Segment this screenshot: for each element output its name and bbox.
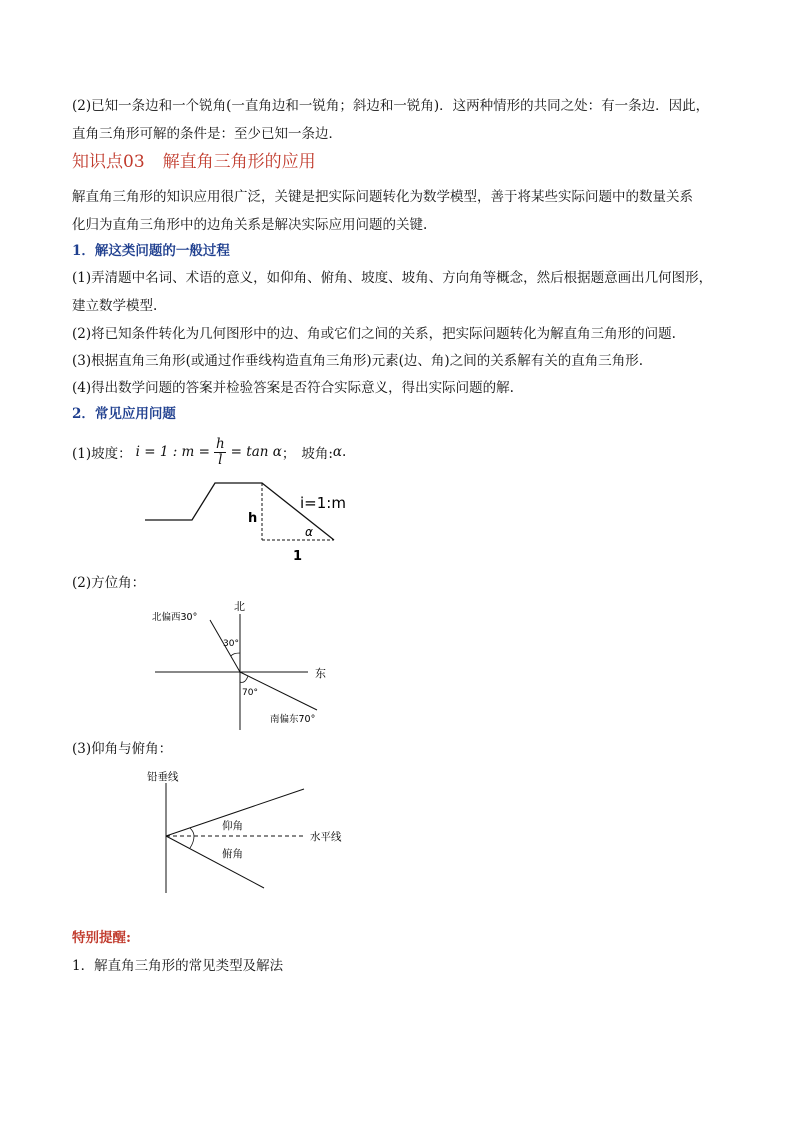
arc-70 [240, 676, 248, 682]
plumb-label: 铅垂线 [147, 771, 179, 783]
slope-formula-right: = tan α [230, 444, 282, 460]
arc-elevation [190, 828, 194, 836]
elevation-prefix: (3)仰角与俯角： [72, 741, 173, 757]
reminder-heading: 特别提醒: [72, 930, 131, 946]
angle-30-label: 30° [223, 639, 239, 649]
section-2-heading: 2．常见应用问题 [72, 406, 176, 422]
slope-h-label: h [248, 511, 258, 526]
bearing-diagram [145, 598, 345, 733]
heading-number: 知识点03 [72, 152, 145, 172]
slope-ratio-label: i=1:m [300, 494, 346, 512]
horizontal-label: 水平线 [310, 831, 342, 843]
application-intro-2: 化归为直角三角形中的边角关系是解决实际应用问题的关键. [72, 217, 428, 233]
reminder-item: 1．解直角三角形的常见类型及解法 [72, 958, 284, 974]
se-label: 南偏东70° [270, 714, 316, 725]
heading-title: 解直角三角形的应用 [162, 152, 316, 172]
angle-70-label: 70° [242, 688, 258, 698]
slope-base-label: 1 [293, 549, 303, 564]
slope-formula-left: i = 1 : m = [135, 444, 210, 460]
fraction-denominator: l [218, 451, 223, 468]
slope-semicolon: ； [281, 446, 296, 462]
step-1b: 建立数学模型. [72, 298, 158, 314]
elevation-diagram [142, 766, 372, 896]
slope-end: . [342, 444, 347, 460]
slope-angle-symbol: α [332, 444, 343, 460]
intro-line-1: (2)已知一条边和一个锐角(一直角边和一锐角；斜边和一锐角)．这两种情形的共同之处：有一条边．因此， [72, 98, 710, 114]
application-intro-1: 解直角三角形的知识应用很广泛，关键是把实际问题转化为数学模型，善于将某些实际问题中的数量关系 [72, 189, 693, 205]
depression-ray [166, 836, 264, 888]
intro-line-2: 直角三角形可解的条件是：至少已知一条边． [72, 126, 342, 142]
depression-label: 俯角 [222, 848, 243, 860]
slope-angle-label: 坡角: [301, 446, 333, 462]
elevation-label: 仰角 [222, 820, 243, 832]
section-1-heading: 1．解这类问题的一般过程 [72, 243, 230, 259]
arc-30 [231, 653, 240, 656]
step-1a: (1)弄清题中名词、术语的意义，如仰角、俯角、坡度、坡角、方向角等概念，然后根据题意画出几何图形， [72, 270, 713, 286]
slope-alpha-label: α [305, 525, 313, 539]
section-heading-03 [72, 150, 316, 174]
north-label: 北 [234, 600, 245, 613]
slope-diagram [140, 478, 370, 568]
slope-prefix: (1)坡度： [72, 446, 132, 462]
bearing-prefix: (2)方位角： [72, 575, 146, 591]
fraction-numerator: h [215, 435, 225, 452]
nw-label: 北偏西30° [152, 612, 198, 623]
step-2: (2)将已知条件转化为几何图形中的边、角或它们之间的关系，把实际问题转化为解直角三角形的问题. [72, 326, 676, 342]
arc-depression [190, 836, 194, 848]
step-3: (3)根据直角三角形(或通过作垂线构造直角三角形)元素(边、角)之间的关系解有关的直角三角形. [72, 353, 643, 369]
east-label: 东 [315, 667, 326, 680]
slope-fraction [214, 437, 227, 468]
slope-formula-line [72, 432, 346, 472]
step-4: (4)得出数学问题的答案并检验答案是否符合实际意义，得出实际问题的解. [72, 380, 514, 396]
